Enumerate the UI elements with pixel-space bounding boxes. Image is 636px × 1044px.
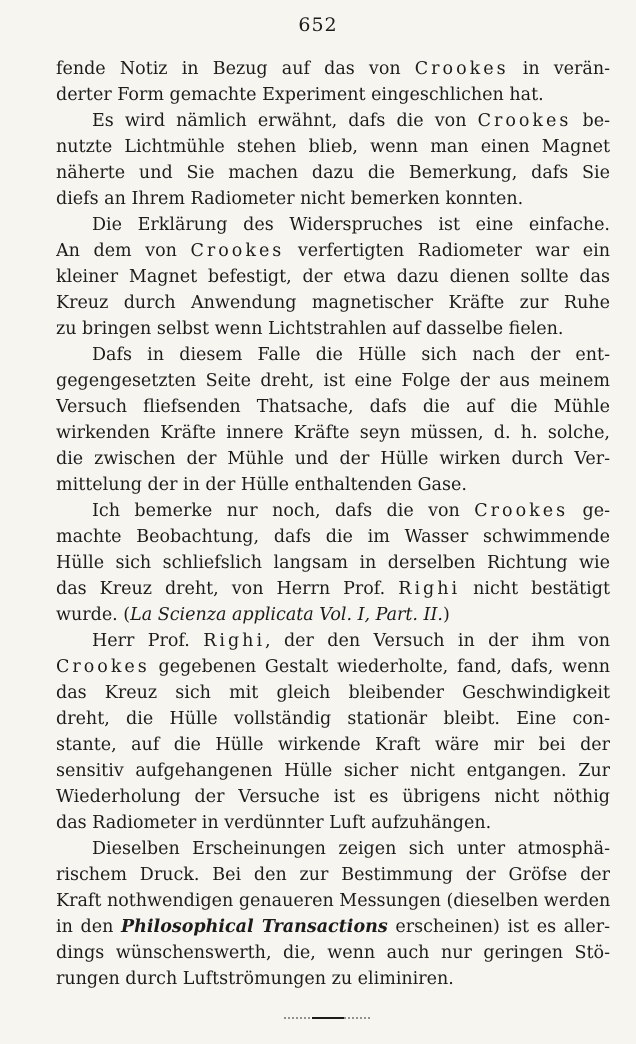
text-line bbox=[56, 264, 610, 290]
text-line bbox=[56, 160, 610, 186]
text-line bbox=[56, 862, 610, 888]
text-line bbox=[56, 524, 610, 550]
text-segment: ge- bbox=[568, 501, 610, 521]
text-segment: Crookes bbox=[474, 501, 569, 521]
text-segment: , der den Versuch in der ihm von bbox=[265, 631, 610, 651]
text-segment: Philosophical Transactions bbox=[121, 917, 388, 937]
text-segment: Wiederholung der Versuche ist es übrigens nicht nöthig bbox=[56, 787, 610, 807]
text-line bbox=[56, 498, 610, 524]
text-line bbox=[56, 966, 610, 992]
text-line bbox=[56, 836, 610, 862]
text-line bbox=[56, 316, 610, 342]
text-line bbox=[56, 550, 610, 576]
text-line bbox=[56, 56, 610, 82]
text-line bbox=[56, 758, 610, 784]
text-line bbox=[56, 212, 610, 238]
text-segment: Crookes bbox=[56, 657, 150, 677]
text-segment: Dafs in diesem Falle die Hülle sich nach der ent- bbox=[92, 345, 610, 365]
text-line bbox=[56, 602, 610, 628]
text-line bbox=[56, 290, 610, 316]
text-line bbox=[56, 732, 610, 758]
text-segment: in verän- bbox=[508, 59, 610, 79]
text-line bbox=[56, 342, 610, 368]
text-segment: derter Form gemachte Experiment eingeschlichen hat. bbox=[56, 85, 544, 105]
text-line bbox=[56, 134, 610, 160]
text-line bbox=[56, 706, 610, 732]
text-segment: sensitiv aufgehangenen Hülle sicher nicht entgangen. Zur bbox=[56, 761, 610, 781]
text-segment: stante, auf die Hülle wirkende Kraft wäre mir bei der bbox=[56, 735, 610, 755]
text-segment: Die Erklärung des Widerspruches ist eine einfache. bbox=[92, 215, 610, 235]
text-segment: mittelung der in der Hülle enthaltenden Gase. bbox=[56, 475, 467, 495]
text-segment: Crookes bbox=[190, 241, 285, 261]
text-segment: verfertigten Radiometer war ein bbox=[284, 241, 610, 261]
text-line bbox=[56, 680, 610, 706]
text-segment: Es wird nämlich erwähnt, dafs die von bbox=[92, 111, 478, 131]
text-line bbox=[56, 576, 610, 602]
text-segment: Crookes bbox=[414, 59, 509, 79]
text-line bbox=[56, 888, 610, 914]
text-segment: wurde. ( bbox=[56, 605, 131, 625]
text-segment: gegengesetzten Seite dreht, ist eine Folge der aus meinem bbox=[56, 371, 610, 391]
text-segment: Kraft nothwendigen genaueren Messungen (dieselben werden bbox=[56, 891, 610, 911]
text-segment: dreht, die Hülle vollständig stationär bleibt. Eine con- bbox=[56, 709, 610, 729]
text-segment: die zwischen der Mühle und der Hülle wirken durch Ver- bbox=[56, 449, 610, 469]
text-segment: näherte und Sie machen dazu die Bemerkung, dafs Sie bbox=[56, 163, 610, 183]
text-line bbox=[56, 420, 610, 446]
page-number: 652 bbox=[298, 14, 338, 36]
text-segment: Ich bemerke nur noch, dafs die von bbox=[92, 501, 475, 521]
text-segment: das Radiometer in verdünnter Luft aufzuhängen. bbox=[56, 813, 492, 833]
rule-line-icon bbox=[284, 1017, 370, 1019]
text-segment: zu bringen selbst wenn Lichtstrahlen auf dasselbe fielen. bbox=[56, 319, 564, 339]
text-segment: ) bbox=[442, 605, 450, 625]
body-text bbox=[56, 56, 610, 992]
text-line bbox=[56, 394, 610, 420]
text-segment: fende Notiz in Bezug auf das von bbox=[56, 59, 415, 79]
text-segment: machte Beobachtung, dafs die im Wasser schwimmende bbox=[56, 527, 610, 547]
text-segment: La Scienza applicata Vol. I, Part. II. bbox=[130, 605, 443, 625]
text-line bbox=[56, 784, 610, 810]
text-segment: diefs an Ihrem Radiometer nicht bemerken konnten. bbox=[56, 189, 524, 209]
text-line bbox=[56, 472, 610, 498]
text-line bbox=[56, 810, 610, 836]
text-line bbox=[56, 368, 610, 394]
text-segment: Crookes bbox=[477, 111, 572, 131]
text-line bbox=[56, 628, 610, 654]
text-segment: Hülle sich schliefslich langsam in derselben Richtung wie bbox=[56, 553, 610, 573]
text-line bbox=[56, 940, 610, 966]
text-segment: das Kreuz sich mit gleich bleibender Geschwindigkeit bbox=[56, 683, 610, 703]
text-segment: Herr Prof. bbox=[92, 631, 204, 651]
text-line bbox=[56, 82, 610, 108]
text-segment: kleiner Magnet befestigt, der etwa dazu dienen sollte das bbox=[56, 267, 610, 287]
text-segment: das Kreuz dreht, von Herrn Prof. bbox=[56, 579, 399, 599]
text-line bbox=[56, 108, 610, 134]
text-segment: rungen durch Luftströmungen zu eliminiren. bbox=[56, 969, 454, 989]
text-line bbox=[56, 446, 610, 472]
text-segment: Righi bbox=[398, 579, 461, 599]
text-segment: in den bbox=[56, 917, 122, 937]
text-line bbox=[56, 186, 610, 212]
text-segment: be- bbox=[571, 111, 610, 131]
text-line bbox=[56, 914, 610, 940]
text-line bbox=[56, 654, 610, 680]
text-segment: nicht bestätigt bbox=[460, 579, 610, 599]
text-segment: Dieselben Erscheinungen zeigen sich unter atmosphä- bbox=[92, 839, 610, 859]
text-segment: Versuch fliefsenden Thatsache, dafs die auf die Mühle bbox=[56, 397, 610, 417]
text-segment: rischem Druck. Bei den zur Bestimmung der Gröfse der bbox=[56, 865, 610, 885]
text-segment: Righi bbox=[203, 631, 266, 651]
text-segment: Kreuz durch Anwendung magnetischer Kräfte zur Ruhe bbox=[56, 293, 610, 313]
text-line bbox=[56, 238, 610, 264]
text-segment: wirkenden Kräfte innere Kräfte seyn müssen, d. h. solche, bbox=[56, 423, 610, 443]
text-segment: erscheinen) ist es aller- bbox=[387, 917, 610, 937]
text-segment: dings wünschenswerth, die, wenn auch nur geringen Stö- bbox=[56, 943, 610, 963]
text-segment: nutzte Lichtmühle stehen blieb, wenn man einen Magnet bbox=[56, 137, 610, 157]
text-segment: An dem von bbox=[56, 241, 191, 261]
end-ornament-rule bbox=[284, 1017, 370, 1019]
text-segment: gegebenen Gestalt wiederholte, fand, dafs, wenn bbox=[149, 657, 610, 677]
